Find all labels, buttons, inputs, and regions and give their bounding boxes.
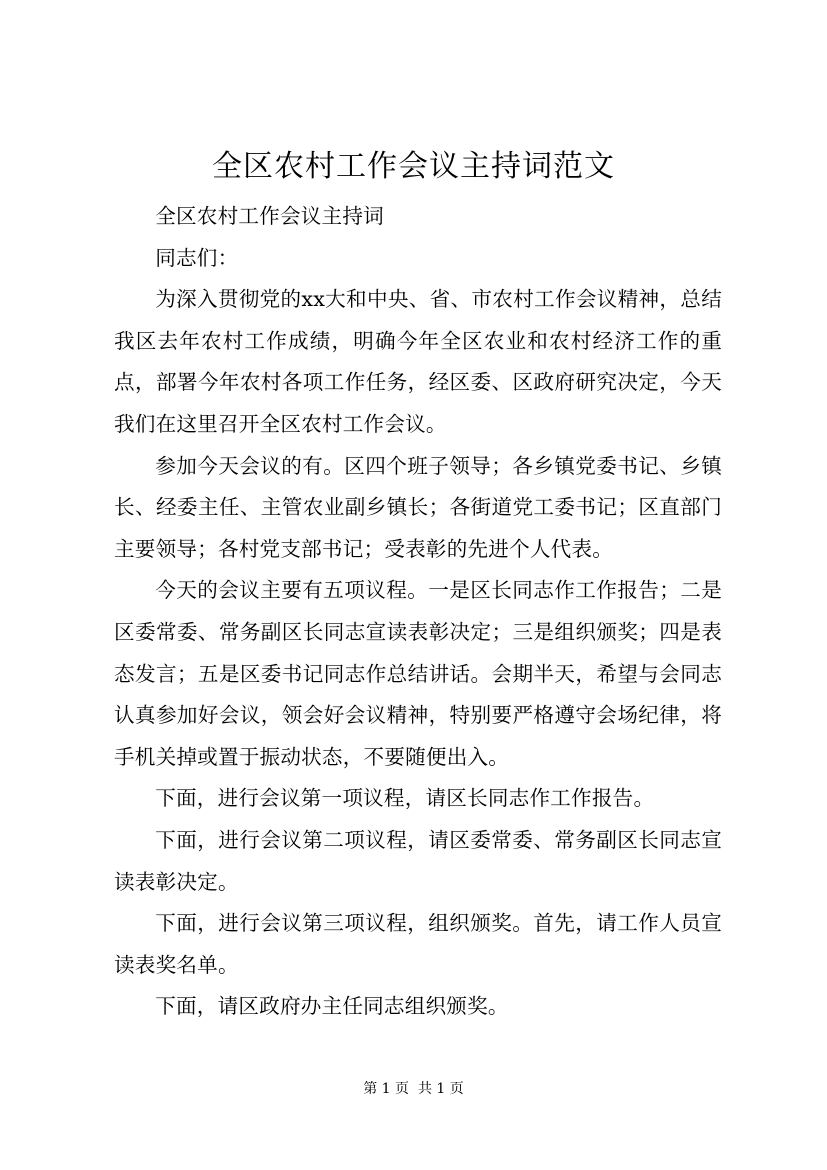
paragraph-item-one: 下面，进行会议第一项议程，请区长同志作工作报告。 xyxy=(155,786,655,811)
paragraph-awards: 下面，请区政府办主任同志组织颁奖。 xyxy=(155,994,509,1019)
paragraph-attendees: 参加今天会议的有。区四个班子领导；各乡镇党委书记、乡镇长、经委主任、主管农业副乡镇长；各街道党工委书记；区直部门主要领导；各村党支部书记；受表彰的先进个人代表。 xyxy=(114,453,722,561)
paragraph-item-three: 下面，进行会议第三项议程，组织颁奖。首先，请工作人员宣读表奖名单。 xyxy=(114,911,722,977)
paragraph-agenda: 今天的会议主要有五项议程。一是区长同志作工作报告；二是区委常委、常务副区长同志宣读表彰决定；三是组织颁奖；四是表态发言；五是区委书记同志作总结讲话。会期半天，希望与会同志认真参加好会议，领会好会议精神，特别要严格遵守会场纪律，将手机关掉或置于振动状态，不要随便出入。 xyxy=(114,578,722,769)
page-footer xyxy=(0,1079,827,1099)
page-number: 第 1 页 共 1 页 xyxy=(363,1081,464,1097)
document-body xyxy=(114,196,722,1028)
document-title: 全区农村工作会议主持词范文 xyxy=(212,149,615,184)
paragraph-purpose: 为深入贯彻党的xx大和中央、省、市农村工作会议精神，总结我区去年农村工作成绩，明确今年全区农业和农村经济工作的重点，部署今年农村各项工作任务，经区委、区政府研究决定，今天我们在这里召开全区农村工作会议。 xyxy=(114,287,722,436)
paragraph-item-two: 下面，进行会议第二项议程，请区委常委、常务副区长同志宣读表彰决定。 xyxy=(114,827,722,894)
paragraph-subtitle: 全区农村工作会议主持词 xyxy=(155,204,384,228)
paragraph-salutation: 同志们： xyxy=(155,245,239,270)
